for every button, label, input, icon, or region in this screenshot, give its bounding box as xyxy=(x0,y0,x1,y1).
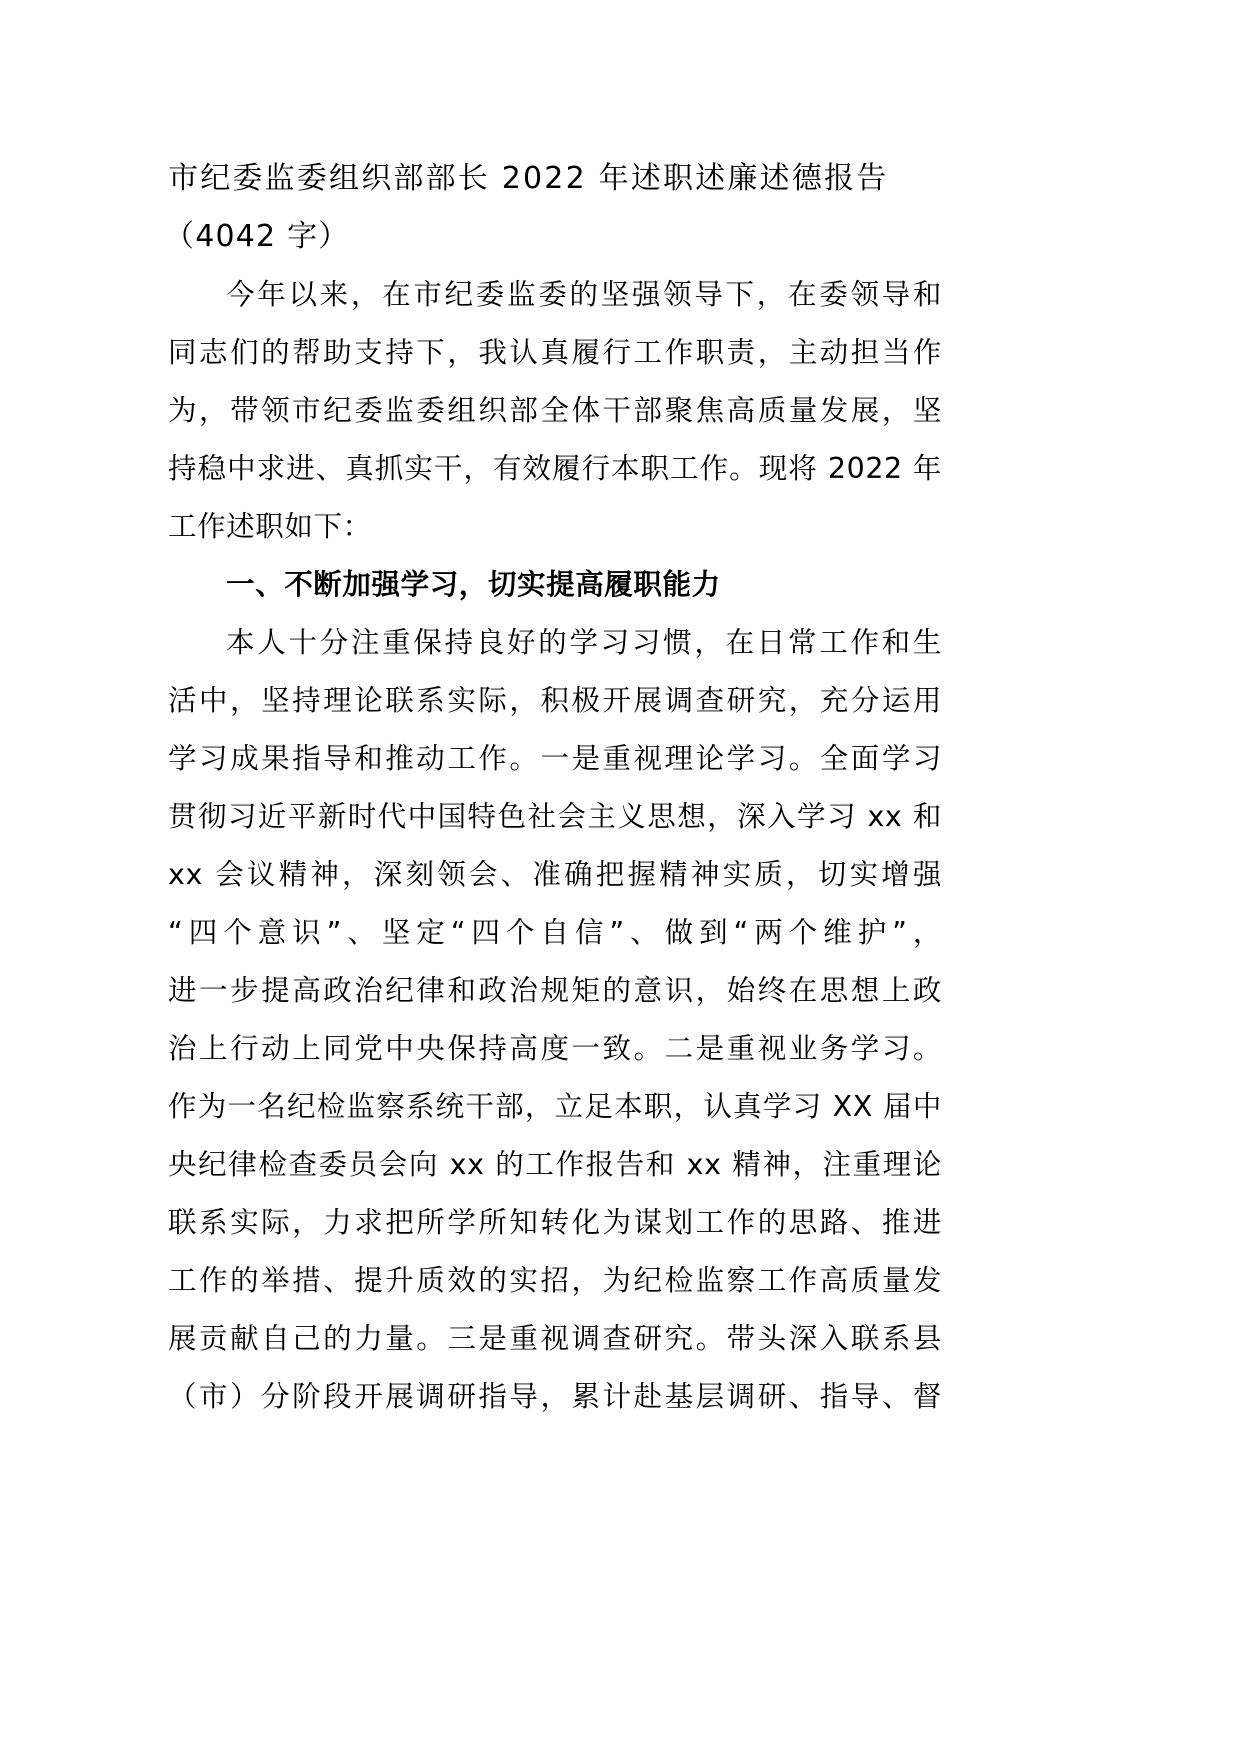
paragraph-line: 作为一名纪检监察系统干部，立足本职，认真学习 XX 届中 xyxy=(168,1090,942,1123)
paragraph-line: 贯彻习近平新时代中国特色社会主义思想，深入学习 xx 和 xyxy=(168,800,942,833)
paragraph-line: 持稳中求进、真抓实干，有效履行本职工作。现将 2022 年 xyxy=(168,452,942,485)
paragraph-line: 工作述职如下： xyxy=(168,510,372,543)
paragraph-line: 活中，坚持理论联系实际，积极开展调查研究，充分运用 xyxy=(168,684,942,717)
paragraph-line: （市）分阶段开展调研指导，累计赴基层调研、指导、督 xyxy=(168,1380,942,1413)
paragraph-line: 同志们的帮助支持下，我认真履行工作职责，主动担当作 xyxy=(168,336,942,369)
paragraph-line: xx 会议精神，深刻领会、准确把握精神实质，切实增强 xyxy=(168,858,942,891)
paragraph-line: 学习成果指导和推动工作。一是重视理论学习。全面学习 xyxy=(168,742,942,775)
paragraph-line: 展贡献自己的力量。三是重视调查研究。带头深入联系县 xyxy=(168,1322,942,1355)
paragraph-line: 工作的举措、提升质效的实招，为纪检监察工作高质量发 xyxy=(168,1264,942,1297)
paragraph-line: 今年以来，在市纪委监委的坚强领导下，在委领导和 xyxy=(226,278,942,311)
paragraph-line: 央纪律检查委员会向 xx 的工作报告和 xx 精神，注重理论 xyxy=(168,1148,942,1181)
paragraph-line: 本人十分注重保持良好的学习习惯，在日常工作和生 xyxy=(226,626,942,659)
intro-paragraph xyxy=(168,266,942,556)
document-page xyxy=(164,150,942,1426)
section-heading-1: 一、不断加强学习，切实提高履职能力 xyxy=(226,568,721,601)
title-main: 市纪委监委组织部部长 2022 年述职述廉述德报告 xyxy=(168,161,889,196)
title-word-count: （4042 字） xyxy=(164,219,350,254)
document-title xyxy=(164,150,942,266)
section-1-paragraph xyxy=(168,614,942,1426)
paragraph-line: 为，带领市纪委监委组织部全体干部聚焦高质量发展，坚 xyxy=(168,394,942,427)
paragraph-line: 进一步提高政治纪律和政治规矩的意识，始终在思想上政 xyxy=(168,974,942,1007)
paragraph-line: 联系实际，力求把所学所知转化为谋划工作的思路、推进 xyxy=(168,1206,942,1239)
paragraph-line: “四个意识”、坚定“四个自信”、做到“两个维护”， xyxy=(168,916,942,949)
paragraph-line: 治上行动上同党中央保持高度一致。二是重视业务学习。 xyxy=(168,1032,942,1065)
